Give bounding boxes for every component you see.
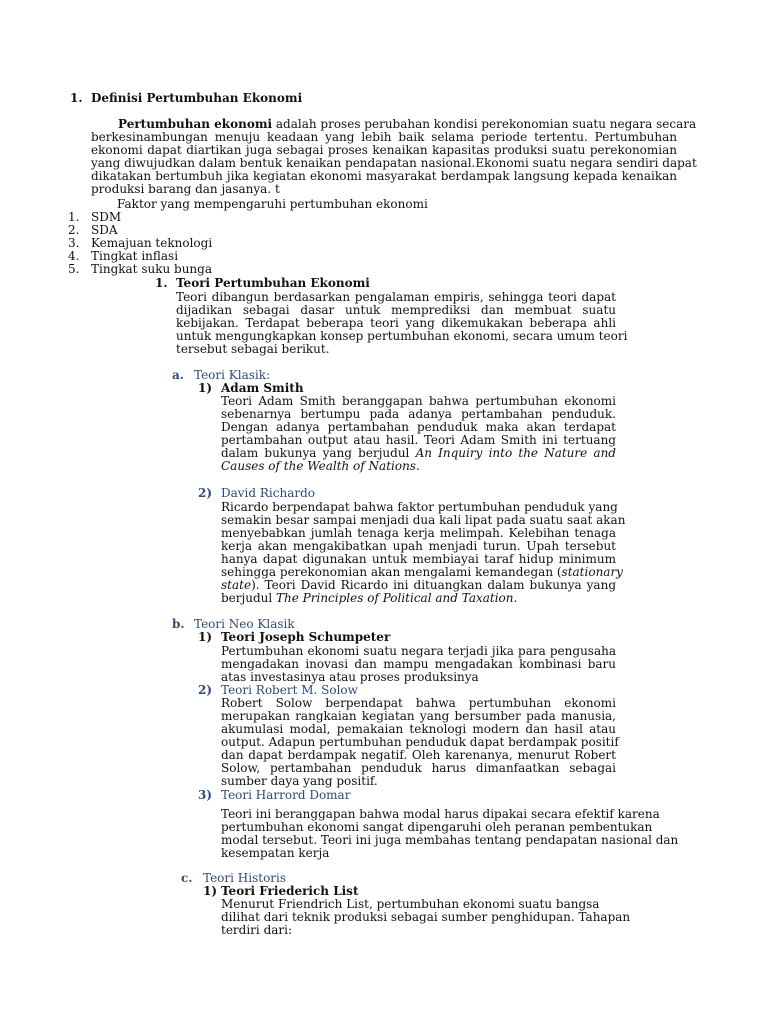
text-run: dalam bukunya yang berjudul [221, 446, 416, 460]
paragraph-line: Teori ini beranggapan bahwa modal harus dipakai secara efektif karena [221, 807, 660, 821]
item-title: Adam Smith [221, 381, 304, 395]
factor-item: SDM [91, 210, 122, 224]
theory-intro-paragraph [176, 290, 628, 356]
section-number: 1. [70, 91, 83, 105]
section-title: Definisi Pertumbuhan Ekonomi [91, 91, 303, 105]
text-run: . [513, 591, 518, 605]
paragraph-line: pertambahan output atau hasil. Teori Adam Smith ini tertuang [221, 433, 616, 447]
paragraph-line: Ricardo berpendapat bahwa faktor pertumbuhan penduduk yang [221, 500, 618, 514]
paragraph-line: adalah proses perubahan kondisi perekonomian suatu negara secara [272, 117, 697, 131]
factor-item: Tingkat inflasi [91, 249, 179, 263]
paragraph-line: pertumbuhan ekonomi sangat dipengaruhi oleh peranan pembentukan [221, 820, 653, 834]
factors-intro: Faktor yang mempengaruhi pertumbuhan ekonomi [117, 197, 428, 211]
paragraph-line: berkesinambungan menuju keadaan yang lebih baik selama periode tertentu. Pertumbuhan [91, 130, 677, 144]
factor-number: 2. [68, 223, 80, 237]
paragraph-line: kesempatan kerja [221, 846, 330, 860]
paragraph-line: merupakan rangkaian kegiatan yang bersumber pada manusia, [221, 709, 616, 723]
subsection-letter: c. [181, 871, 193, 885]
ricardo-paragraph [221, 500, 626, 605]
factor-number: 5. [68, 262, 80, 276]
item-title: Teori Joseph Schumpeter [221, 630, 391, 644]
item-number: 1) [203, 884, 218, 898]
item-number: 1) [198, 381, 213, 395]
paragraph-line: mengadakan inovasi dan mampu mengadakan kombinasi baru [221, 657, 616, 671]
subsection-title: Teori Neo Klasik [194, 617, 295, 631]
book-title-italic: An Inquiry into the Nature and [415, 446, 616, 460]
paragraph-line: Dengan adanya pertambahan penduduk maka akan terdapat [221, 420, 616, 434]
term-italic: state [221, 578, 252, 592]
paragraph-line: sebenarnya bertumpu pada adanya pertambahan penduduk. [221, 407, 616, 421]
paragraph-line: akumulasi modal, pemakaian teknologi modern dan hasil atau [221, 722, 616, 736]
text-run: . [415, 459, 420, 473]
paragraph-line: kerja akan mengakibatkan upah menjadi turun. Upah tersebut [221, 539, 616, 553]
item-number: 1) [198, 630, 213, 644]
subsection-title: Teori Historis [203, 871, 287, 885]
schumpeter-paragraph [221, 645, 616, 684]
paragraph-line: semakin besar sampai menjadi dua kali lipat pada suatu saat akan [221, 513, 626, 527]
subsection-letter: a. [172, 368, 184, 382]
paragraph-line: Teori Adam Smith beranggapan bahwa pertumbuhan ekonomi [221, 394, 616, 408]
factor-number: 3. [68, 236, 80, 250]
item-title: David Richardo [221, 486, 316, 500]
item-title: Teori Friederich List [221, 884, 359, 898]
paragraph-line [221, 460, 616, 473]
item-number: 3) [198, 788, 213, 802]
item-title: Teori Harrord Domar [221, 788, 351, 802]
paragraph-line: tersebut sebagai berikut. [176, 342, 330, 356]
factor-item: SDA [91, 223, 118, 237]
definition-paragraph [91, 117, 697, 196]
paragraph-line: Robert Solow berpendapat bahwa pertumbuhan ekonomi [221, 696, 616, 710]
paragraph-line: yang diwujudkan dalam bentuk kenaikan pendapatan nasional.Ekonomi suatu negara sendiri dapat [91, 156, 697, 170]
factor-number: 4. [68, 249, 80, 263]
paragraph-line: modal tersebut. Teori ini juga membahas tentang pendapatan nasional dan [221, 833, 679, 847]
paragraph-line: output. Adapun pertumbuhan penduduk dapat berdampak positif [221, 735, 619, 749]
paragraph-line: sumber daya yang positif. [221, 774, 378, 788]
harrod-domar-paragraph [221, 807, 679, 860]
paragraph-line: Solow, pertambahan penduduk harus dimanfaatkan sebagai [221, 761, 616, 775]
paragraph-line: kebijakan. Terdapat beberapa teori yang dikemukakan beberapa ahli [176, 316, 616, 330]
paragraph-line: dikatakan bertumbuh jika kegiatan ekonomi masyarakat berdampak langsung kepada kenaikan [91, 169, 677, 183]
paragraph-line: menyebabkan jumlah tenaga kerja melimpah. Kelebihan tenaga [221, 526, 616, 540]
paragraph-line: atas investasinya atau proses produksinya [221, 670, 479, 684]
text-run: sehingga perekonomian akan mengalami kemandegan ( [221, 565, 562, 579]
subsection-title: Teori Klasik: [194, 368, 271, 382]
paragraph-line: untuk mengungkapkan konsep pertumbuhan ekonomi, secara umum teori [176, 329, 628, 343]
paragraph-line: Pertumbuhan ekonomi suatu negara terjadi jika para pengusaha [221, 644, 616, 658]
text-run: ). Teori David Ricardo ini dituangkan dalam bukunya yang [251, 578, 616, 592]
item-number: 2) [198, 683, 213, 697]
paragraph-line: Teori dibangun berdasarkan pengalaman empiris, sehingga teori dapat [176, 290, 616, 304]
paragraph-line: hanya dapat digunakan untuk membiayai taraf hidup minimum [221, 552, 616, 566]
solow-paragraph [221, 696, 619, 788]
factor-number: 1. [68, 210, 80, 224]
book-title-italic: The Principles of Political and Taxation [276, 591, 514, 605]
paragraph-line: dan dapat berdampak negatif. Oleh karenanya, menurut Robert [221, 748, 616, 762]
section-number: 1. [155, 276, 168, 290]
term-italic: stationary [561, 565, 623, 579]
factor-item: Kemajuan teknologi [91, 236, 213, 250]
paragraph-line: dijadikan sebagai dasar untuk memprediksi dan membuat suatu [176, 303, 616, 317]
text-run: berjudul [221, 591, 277, 605]
paragraph-line: produksi barang dan jasanya. t [91, 182, 280, 196]
paragraph-line: ekonomi dapat diartikan juga sebagai proses kenaikan kapasitas produksi suatu perekonomian [91, 143, 677, 157]
subsection-letter: b. [172, 617, 185, 631]
adam-smith-paragraph [221, 395, 616, 473]
paragraph-bold-term: Pertumbuhan ekonomi [118, 117, 273, 131]
paragraph-line: terdiri dari: [221, 923, 293, 937]
paragraph-line [221, 592, 616, 605]
paragraph-line: Menurut Friendrich List, pertumbuhan ekonomi suatu bangsa [221, 897, 600, 911]
factor-item: Tingkat suku bunga [91, 262, 212, 276]
item-number: 2) [198, 486, 213, 500]
book-title-italic: Causes of the Wealth of Nations [221, 459, 416, 473]
section-title: Teori Pertumbuhan Ekonomi [176, 276, 370, 290]
list-paragraph [221, 897, 631, 937]
paragraph-line: dilihat dari teknik produksi sebagai sumber penghidupan. Tahapan [221, 910, 631, 924]
item-title: Teori Robert M. Solow [221, 683, 358, 697]
